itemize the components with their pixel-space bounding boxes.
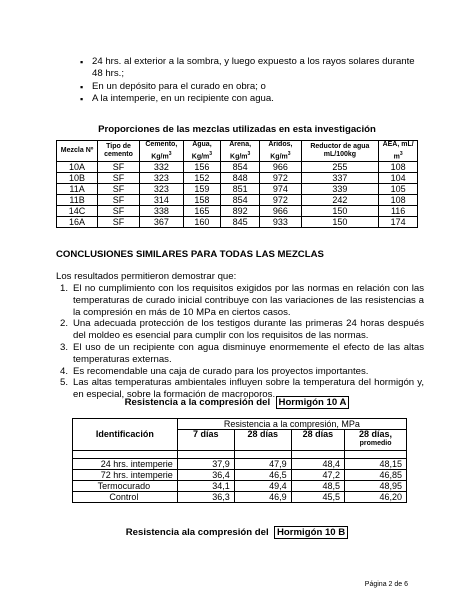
mix-cell: 158 — [183, 195, 220, 206]
mix-cell: 332 — [139, 162, 183, 173]
bullet-item: ▪ A la intemperie, en un recipiente con agua. — [80, 93, 425, 105]
resistance-10a-table — [72, 418, 407, 503]
conclusion-item — [60, 283, 424, 318]
resistance-value: 48,95 — [345, 481, 407, 492]
resistance-value: 48,5 — [291, 481, 344, 492]
mix-cell: 14C — [57, 206, 98, 217]
col-identificacion: Identificación — [73, 430, 178, 451]
header-reductor: Reductor de agua mL/100kg — [301, 141, 379, 162]
mix-cell: 933 — [260, 217, 301, 228]
mix-row — [57, 162, 418, 173]
mix-cell: 854 — [221, 195, 260, 206]
mix-cell: 242 — [301, 195, 379, 206]
row-identification: 72 hrs. intemperie — [73, 470, 178, 481]
row-identification: Termocurado — [73, 481, 178, 492]
mix-cell: 104 — [379, 173, 418, 184]
resistance-value: 48,4 — [291, 459, 344, 470]
mix-cell: 11A — [57, 184, 98, 195]
mix-cell: 892 — [221, 206, 260, 217]
group-header: Resistencia a la compresión, MPa — [177, 419, 406, 430]
conclusion-number: 5. — [60, 377, 69, 389]
mix-table-title: Proporciones de las mezclas utilizadas en esta investigación — [98, 124, 376, 135]
mix-cell: 972 — [260, 195, 301, 206]
mix-cell: 966 — [260, 162, 301, 173]
mix-cell: 314 — [139, 195, 183, 206]
mix-cell: 16A — [57, 217, 98, 228]
col-28-dias-promedio: 28 días, promedio — [345, 430, 407, 451]
resistance-10b-title: Resistencia ala compresión del Hormigón 10 B — [0, 527, 474, 538]
resistance-value: 48,15 — [345, 459, 407, 470]
conclusion-item — [60, 366, 424, 378]
mix-cell: 108 — [379, 162, 418, 173]
mix-cell: 116 — [379, 206, 418, 217]
conclusion-text: Es recomendable una caja de curado para los proyectos importantes. — [73, 365, 369, 377]
resistance-row — [73, 481, 407, 492]
row-identification: 24 hrs. intemperie — [73, 459, 178, 470]
mix-cell: 323 — [139, 184, 183, 195]
mix-cell: 974 — [260, 184, 301, 195]
conclusion-text: Las altas temperaturas ambientales influyen sobre la temperatura del hormigón y, en especial, sobre la formación de macroporos. — [73, 377, 424, 401]
mix-cell: 150 — [301, 206, 379, 217]
mix-cell: 165 — [183, 206, 220, 217]
mix-cell: 174 — [379, 217, 418, 228]
header-tipo: Tipo de cemento — [98, 141, 140, 162]
resistance-10a-title: Resistencia a la compresión del Hormigón 10 A — [0, 397, 474, 408]
conclusion-item — [60, 342, 424, 366]
col-28-dias-b: 28 días — [291, 430, 344, 451]
page-number: Página 2 de 6 — [364, 581, 408, 588]
resistance-value: 49,4 — [234, 481, 291, 492]
mix-cell: SF — [98, 217, 140, 228]
mix-row — [57, 217, 418, 228]
hormigon-10b-label: Hormigón 10 B — [274, 526, 348, 539]
resistance-value: 45,5 — [291, 492, 344, 503]
bullet-item: ▪ 24 hrs. al exterior a la sombra, y luego expuesto a los rayos solares durante 48 hrs.; — [80, 56, 425, 81]
header-arena: Arena, $Kg/m^3$ — [221, 141, 260, 162]
mix-row — [57, 195, 418, 206]
resistance-value: 46,85 — [345, 470, 407, 481]
conclusions-heading: CONCLUSIONES SIMILARES PARA TODAS LAS MEZCLAS — [56, 249, 324, 260]
mix-cell: SF — [98, 173, 140, 184]
mix-cell: 339 — [301, 184, 379, 195]
conclusions-list — [60, 283, 424, 401]
resistance-value: 37,9 — [177, 459, 234, 470]
resistance-value: 46,20 — [345, 492, 407, 503]
mix-cell: 152 — [183, 173, 220, 184]
mix-cell: 851 — [221, 184, 260, 195]
mix-cell: 367 — [139, 217, 183, 228]
col-28-dias-a: 28 días — [234, 430, 291, 451]
resistance-value: 36,4 — [177, 470, 234, 481]
mix-cell: SF — [98, 195, 140, 206]
mix-cell: 159 — [183, 184, 220, 195]
curing-bullet-list — [80, 56, 425, 106]
header-aridos: Aridos, $Kg/m^3$ — [260, 141, 301, 162]
mix-row — [57, 206, 418, 217]
resistance-value: 34,1 — [177, 481, 234, 492]
mix-cell: 105 — [379, 184, 418, 195]
resistance-value: 47,9 — [234, 459, 291, 470]
mix-cell: 160 — [183, 217, 220, 228]
mix-cell: 11B — [57, 195, 98, 206]
conclusion-number: 3. — [60, 341, 69, 353]
hormigon-10a-label: Hormigón 10 A — [276, 396, 350, 409]
mix-cell: SF — [98, 184, 140, 195]
mix-cell: 848 — [221, 173, 260, 184]
mix-cell: 323 — [139, 173, 183, 184]
header-cemento: Cemento, $Kg/m^3$ — [139, 141, 183, 162]
resistance-value: 46,9 — [234, 492, 291, 503]
mix-cell: SF — [98, 206, 140, 217]
conclusions-intro: Los resultados permitieron demostrar que: — [56, 271, 237, 282]
resistance-row — [73, 470, 407, 481]
conclusion-number: 1. — [60, 283, 69, 294]
resistance-row — [73, 492, 407, 503]
conclusion-number: 4. — [60, 365, 69, 377]
mix-cell: 845 — [221, 217, 260, 228]
header-agua: Agua, $Kg/m^3$ — [183, 141, 220, 162]
resistance-value: 36,3 — [177, 492, 234, 503]
resistance-value: 47,2 — [291, 470, 344, 481]
mix-cell: 966 — [260, 206, 301, 217]
mix-proportions-table — [56, 140, 418, 228]
col-7-dias: 7 días — [177, 430, 234, 451]
conclusion-item — [60, 318, 424, 342]
mix-cell: 337 — [301, 173, 379, 184]
conclusion-text: El uso de un recipiente con agua disminuye enormemente el efecto de las altas temperaturas externas. — [73, 341, 424, 365]
mix-cell: SF — [98, 162, 140, 173]
header-aea: AEA, mL/ $m^3$ — [379, 141, 418, 162]
mix-cell: 10B — [57, 173, 98, 184]
conclusion-text: Una adecuada protección de los testigos durante las primeras 24 horas después del moldeo es esencial para cumplir con los requisitos de las normas. — [73, 318, 424, 342]
mix-row — [57, 173, 418, 184]
mix-cell: 10A — [57, 162, 98, 173]
mix-cell: 854 — [221, 162, 260, 173]
resistance-row — [73, 459, 407, 470]
resistance-value: 46,5 — [234, 470, 291, 481]
mix-cell: 338 — [139, 206, 183, 217]
mix-cell: 972 — [260, 173, 301, 184]
row-identification: Control — [73, 492, 178, 503]
conclusion-number: 2. — [60, 318, 69, 330]
conclusion-text: El no cumplimiento con los requisitos exigidos por las normas en relación con las temperaturas de curado inicial contribuye con las variaciones de las resistencias a la compresión en más de 10 MPa en ciertos casos. — [73, 283, 424, 318]
mix-cell: 108 — [379, 195, 418, 206]
mix-cell: 255 — [301, 162, 379, 173]
mix-row — [57, 184, 418, 195]
mix-header-row — [57, 141, 418, 162]
header-mezcla: Mezcla Nº — [57, 141, 98, 162]
mix-cell: 150 — [301, 217, 379, 228]
bullet-item: ▪ En un depósito para el curado en obra; o — [80, 81, 425, 93]
mix-cell: 156 — [183, 162, 220, 173]
